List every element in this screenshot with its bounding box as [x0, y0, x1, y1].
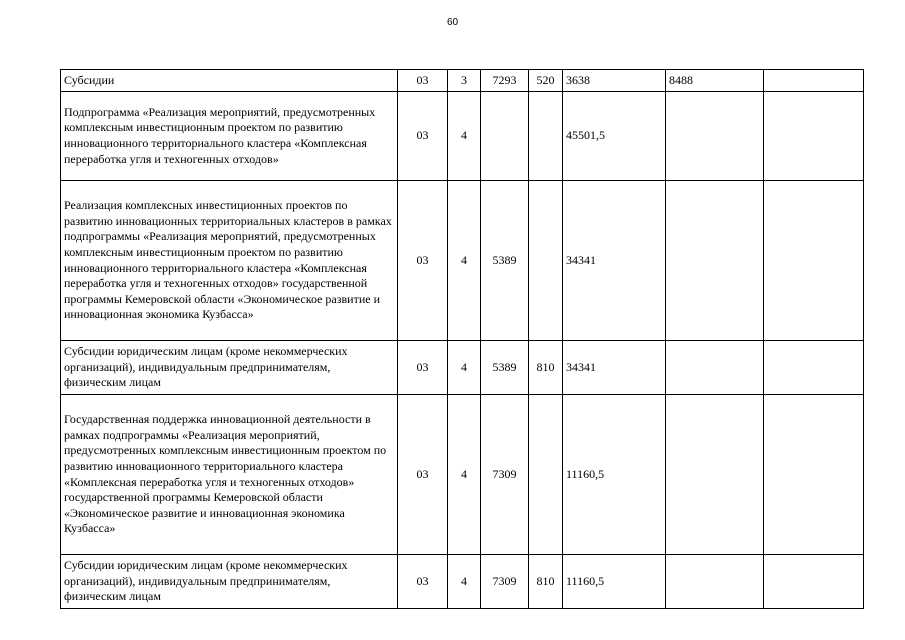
item-code: 5389	[481, 181, 529, 341]
amount-1: 34341	[563, 341, 666, 395]
amount-2	[666, 555, 764, 609]
table-row	[61, 92, 864, 181]
subprogram-code: 4	[448, 341, 481, 395]
amount-1: 11160,5	[563, 395, 666, 555]
row-name: Государственная поддержка инновационной деятельности в рамках подпрограммы «Реализация мероприятий, предусмотренных комплексным инвестиционным проектом по развитию инновационного территориального кластера «Комплексная переработка угля и техногенных отходов» государственной программы Кемеровской области «Экономическое развитие и инновационная экономика Кузбасса»	[61, 395, 398, 555]
table-row	[61, 555, 864, 609]
budget-table	[60, 69, 864, 609]
expense-type-code	[529, 181, 563, 341]
amount-1: 11160,5	[563, 555, 666, 609]
row-name: Реализация комплексных инвестиционных проектов по развитию инновационных территориальных кластеров в рамках подпрограммы «Реализация мероприятий, предусмотренных комплексным инвестиционным проектом по развитию инновационного территориального кластера «Комплексная переработка угля и техногенных отходов» государственной программы Кемеровской области «Экономическое развитие и инновационная экономика Кузбасса»	[61, 181, 398, 341]
amount-2	[666, 395, 764, 555]
amount-1: 3638	[563, 70, 666, 92]
amount-3	[764, 341, 864, 395]
section-code: 03	[398, 70, 448, 92]
section-code: 03	[398, 555, 448, 609]
expense-type-code: 810	[529, 555, 563, 609]
subprogram-code: 4	[448, 181, 481, 341]
subprogram-code: 4	[448, 92, 481, 181]
expense-type-code	[529, 395, 563, 555]
amount-3	[764, 395, 864, 555]
item-code: 7309	[481, 395, 529, 555]
amount-3	[764, 70, 864, 92]
expense-type-code: 520	[529, 70, 563, 92]
expense-type-code	[529, 92, 563, 181]
row-name: Субсидии	[61, 70, 398, 92]
table-row	[61, 181, 864, 341]
table-row	[61, 395, 864, 555]
amount-2	[666, 181, 764, 341]
table-row	[61, 70, 864, 92]
item-code: 7293	[481, 70, 529, 92]
amount-3	[764, 92, 864, 181]
amount-1: 34341	[563, 181, 666, 341]
table-row	[61, 341, 864, 395]
item-code: 5389	[481, 341, 529, 395]
table-body	[61, 70, 864, 609]
row-name: Подпрограмма «Реализация мероприятий, предусмотренных комплексным инвестиционным проектом по развитию инновационного территориального кластера «Комплексная переработка угля и техногенных отходов»	[61, 92, 398, 181]
page-number: 60	[446, 17, 459, 28]
item-code	[481, 92, 529, 181]
amount-2	[666, 92, 764, 181]
section-code: 03	[398, 92, 448, 181]
amount-3	[764, 181, 864, 341]
row-name: Субсидии юридическим лицам (кроме некоммерческих организаций), индивидуальным предпринимателям, физическим лицам	[61, 341, 398, 395]
item-code: 7309	[481, 555, 529, 609]
section-code: 03	[398, 395, 448, 555]
amount-2	[666, 341, 764, 395]
amount-2: 8488	[666, 70, 764, 92]
amount-1: 45501,5	[563, 92, 666, 181]
subprogram-code: 4	[448, 555, 481, 609]
section-code: 03	[398, 341, 448, 395]
subprogram-code: 3	[448, 70, 481, 92]
row-name: Субсидии юридическим лицам (кроме некоммерческих организаций), индивидуальным предпринимателям, физическим лицам	[61, 555, 398, 609]
section-code: 03	[398, 181, 448, 341]
amount-3	[764, 555, 864, 609]
subprogram-code: 4	[448, 395, 481, 555]
expense-type-code: 810	[529, 341, 563, 395]
